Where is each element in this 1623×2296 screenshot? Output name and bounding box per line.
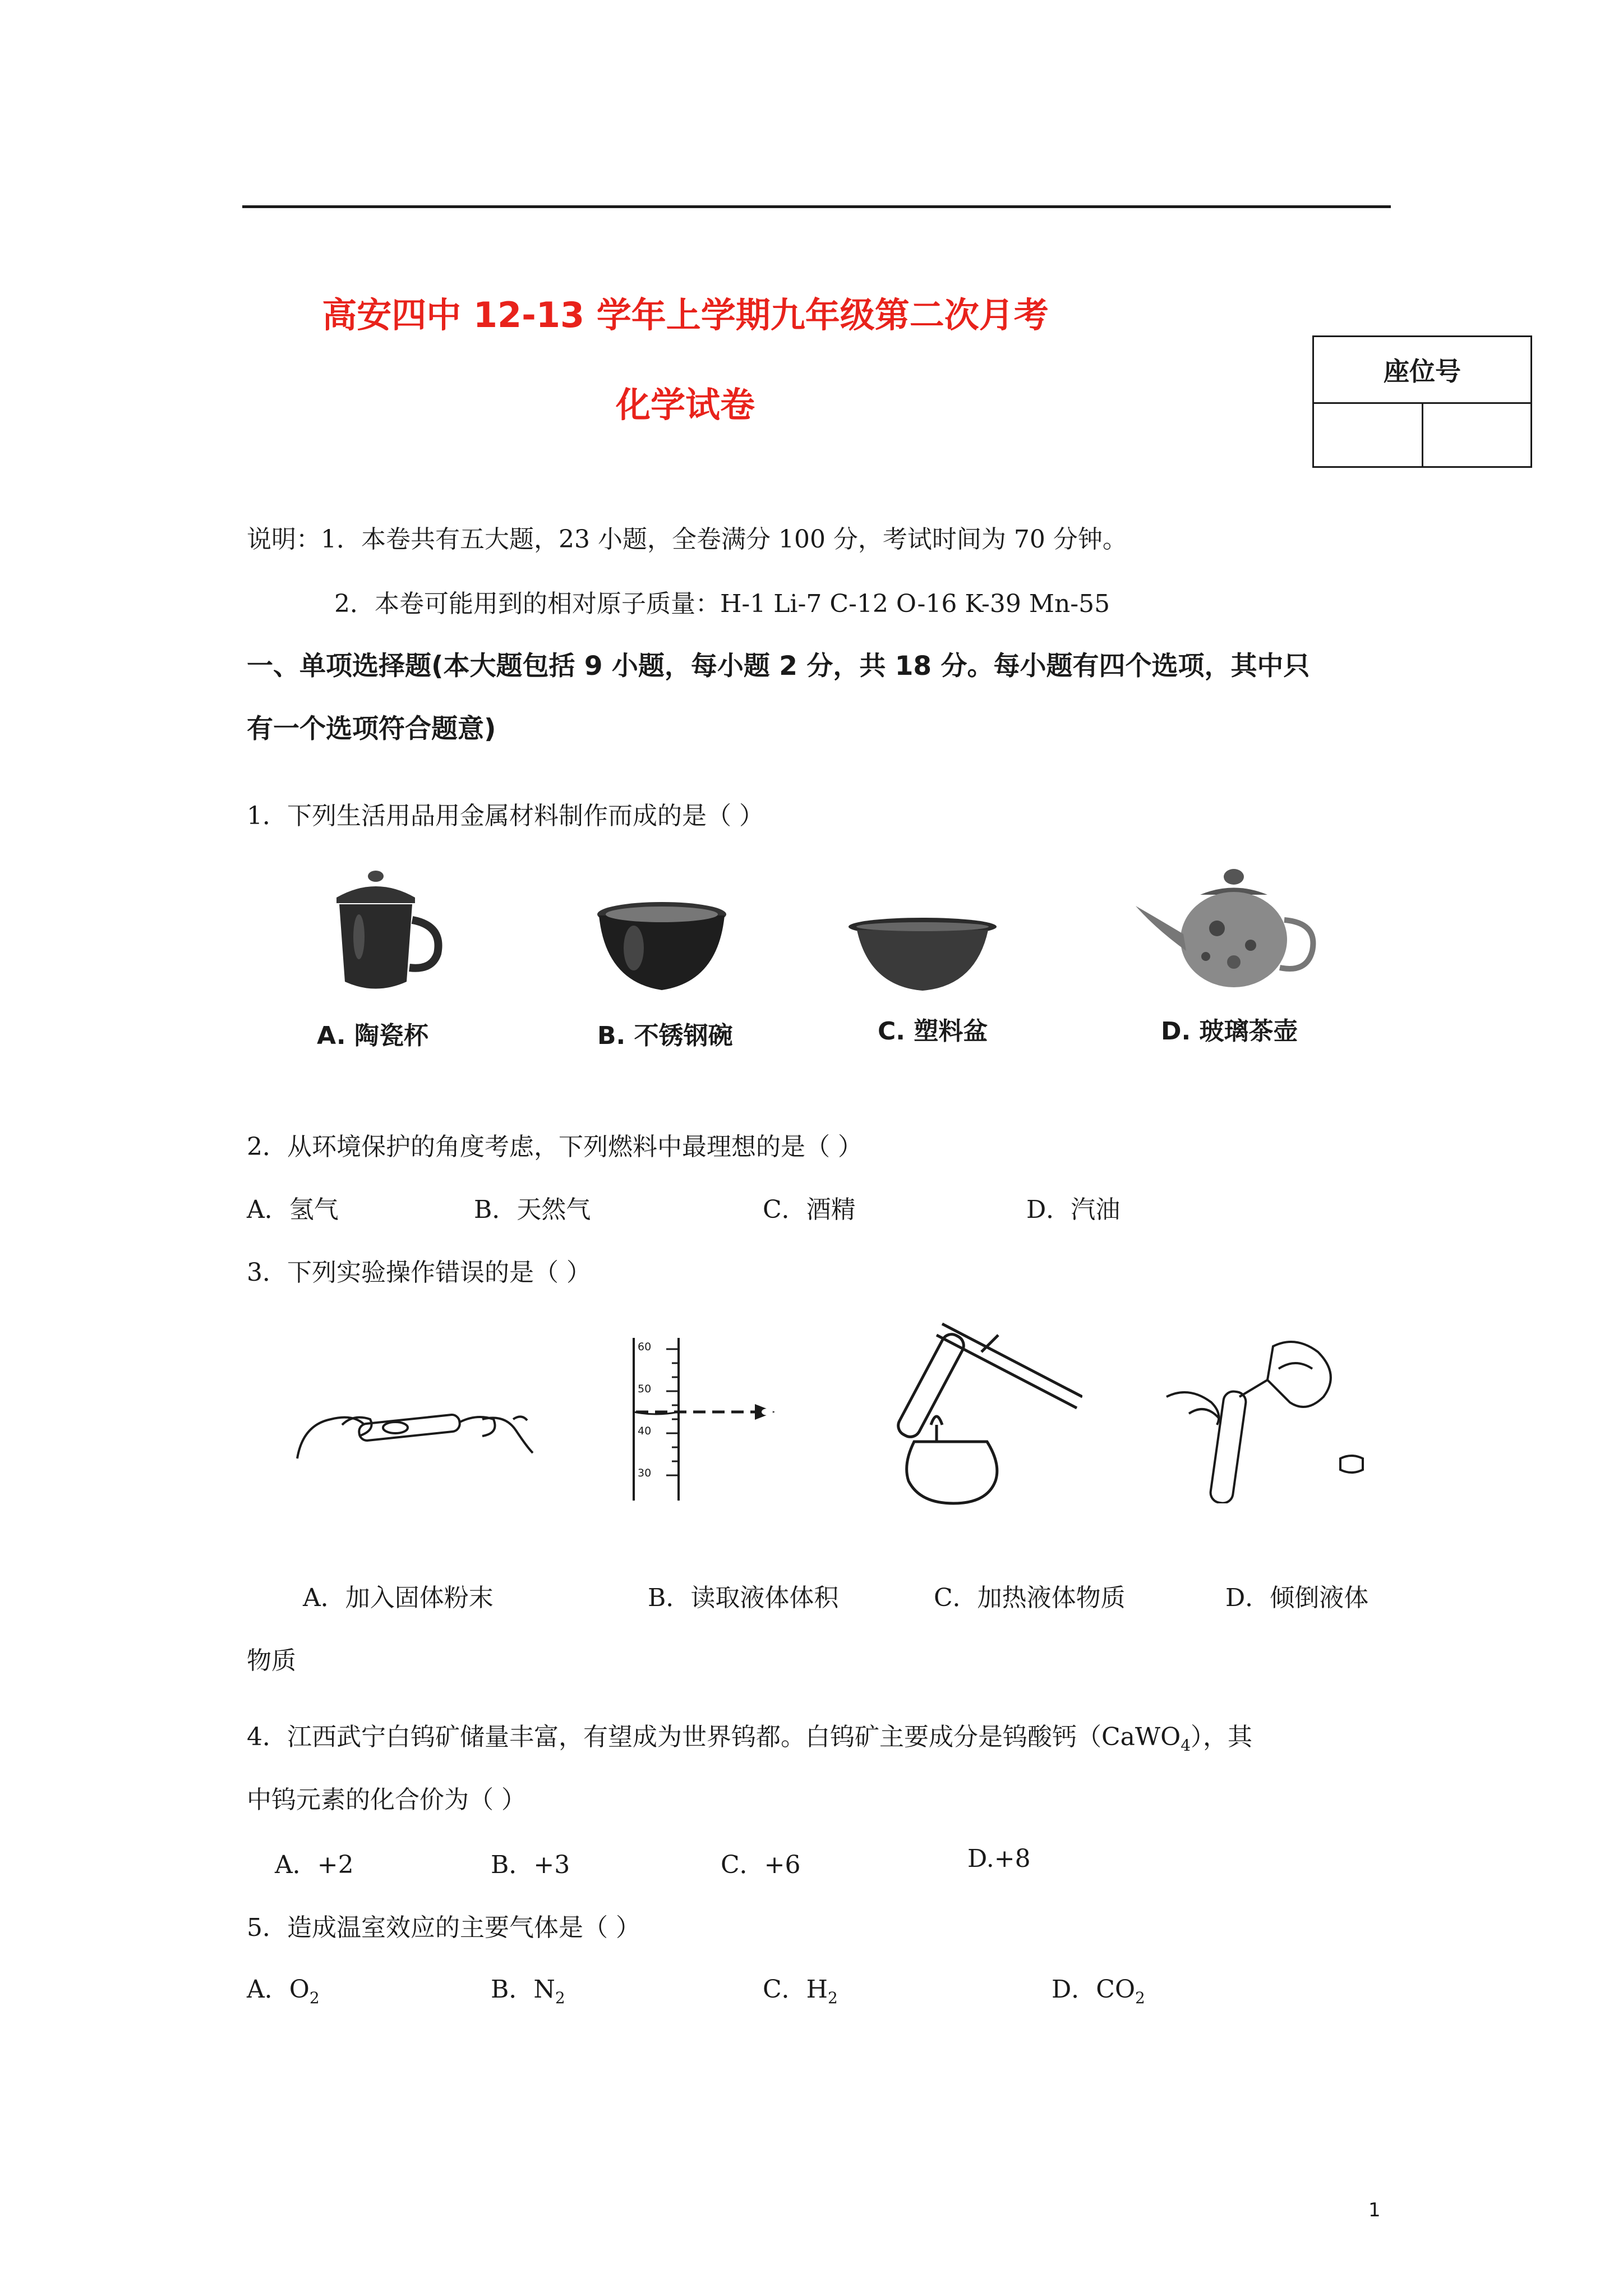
question-5-option-b: B．$N_2$	[491, 1975, 565, 2007]
exam-subtitle: 化学试卷	[615, 384, 755, 425]
plastic-basin-illustration	[847, 913, 998, 997]
question-5-stem: 5．造成温室效应的主要气体是（ ）	[247, 1913, 640, 1942]
question-3-option-c: C．加热液体物质	[934, 1584, 1126, 1612]
question-4-stem-line-1: 4．江西武宁白钨矿储量丰富，有望成为世界钨都。白钨矿主要成分是钨酸钙（CaWO$_4$），其	[247, 1723, 1253, 1755]
page-number: 1	[1368, 2199, 1381, 2221]
question-5-option-d: D．$CO_2$	[1052, 1975, 1145, 2007]
cylinder-tick-40: 40	[638, 1425, 652, 1437]
question-2-option-a: A．氢气	[247, 1195, 339, 1224]
question-1-caption-c: C. 塑料盆	[878, 1017, 988, 1046]
seat-number-box	[1312, 335, 1532, 468]
exam-title: 高安四中 12-13 学年上学期九年级第二次月考	[322, 295, 1049, 335]
question-1-caption-b: B. 不锈钢碗	[597, 1022, 733, 1050]
question-2-option-d: D．汽油	[1026, 1195, 1121, 1224]
question-3-option-b: B．读取液体体积	[648, 1584, 839, 1612]
question-2-option-c: C．酒精	[763, 1195, 856, 1224]
pouring-liquid-illustration	[1155, 1335, 1380, 1503]
stainless-steel-bowl-illustration	[594, 898, 729, 999]
adding-powder-illustration	[292, 1380, 538, 1470]
question-1-caption-d: D. 玻璃茶壶	[1161, 1017, 1298, 1046]
cylinder-tick-30: 30	[638, 1467, 652, 1479]
instructions-line-1: 说明：1．本卷共有五大题，23 小题，全卷满分 100 分，考试时间为 70 分钟。	[247, 525, 1127, 554]
reading-volume-illustration	[623, 1338, 791, 1506]
question-1-caption-a: A. 陶瓷杯	[317, 1022, 428, 1050]
question-4-stem-line-2: 中钨元素的化合价为（ ）	[247, 1786, 526, 1814]
cylinder-tick-50: 50	[638, 1383, 652, 1395]
instructions-line-2: 2．本卷可能用到的相对原子质量：H-1 Li-7 C-12 O-16 K-39 Mn-55	[334, 590, 1110, 618]
question-3-option-d-wrap: 物质	[247, 1646, 296, 1675]
question-4-option-b: B．+3	[491, 1851, 570, 1879]
question-3-option-d: D．倾倒液体	[1225, 1584, 1369, 1612]
question-1-stem: 1．下列生活用品用金属材料制作而成的是（ ）	[247, 802, 764, 830]
seat-number-cell-left	[1314, 404, 1423, 468]
question-3-stem: 3．下列实验操作错误的是（ ）	[247, 1258, 591, 1287]
question-4-option-d: D.+8	[967, 1844, 1031, 1873]
header-rule	[242, 205, 1391, 208]
ceramic-cup-illustration	[325, 864, 454, 1004]
section-heading-line-1: 一、单项选择题(本大题包括 9 小题，每小题 2 分，共 18 分。每小题有四个选项，其中只	[247, 651, 1310, 682]
question-5-option-a: A．$O_2$	[247, 1975, 320, 2007]
section-heading-line-2: 有一个选项符合题意)	[247, 714, 496, 744]
heating-liquid-illustration	[869, 1313, 1082, 1515]
cylinder-tick-60: 60	[638, 1341, 652, 1353]
question-5-option-c: C．$H_2$	[763, 1975, 838, 2007]
seat-number-label: 座位号	[1314, 337, 1530, 404]
question-2-stem: 2．从环境保护的角度考虑，下列燃料中最理想的是（ ）	[247, 1133, 863, 1161]
question-4-option-c: C．+6	[721, 1851, 801, 1879]
glass-teapot-illustration	[1133, 867, 1324, 996]
question-3-option-a: A．加入固体粉末	[303, 1584, 494, 1612]
question-4-option-a: A．+2	[275, 1851, 354, 1879]
question-2-option-b: B．天然气	[474, 1195, 591, 1224]
seat-number-cell-right	[1423, 404, 1531, 468]
